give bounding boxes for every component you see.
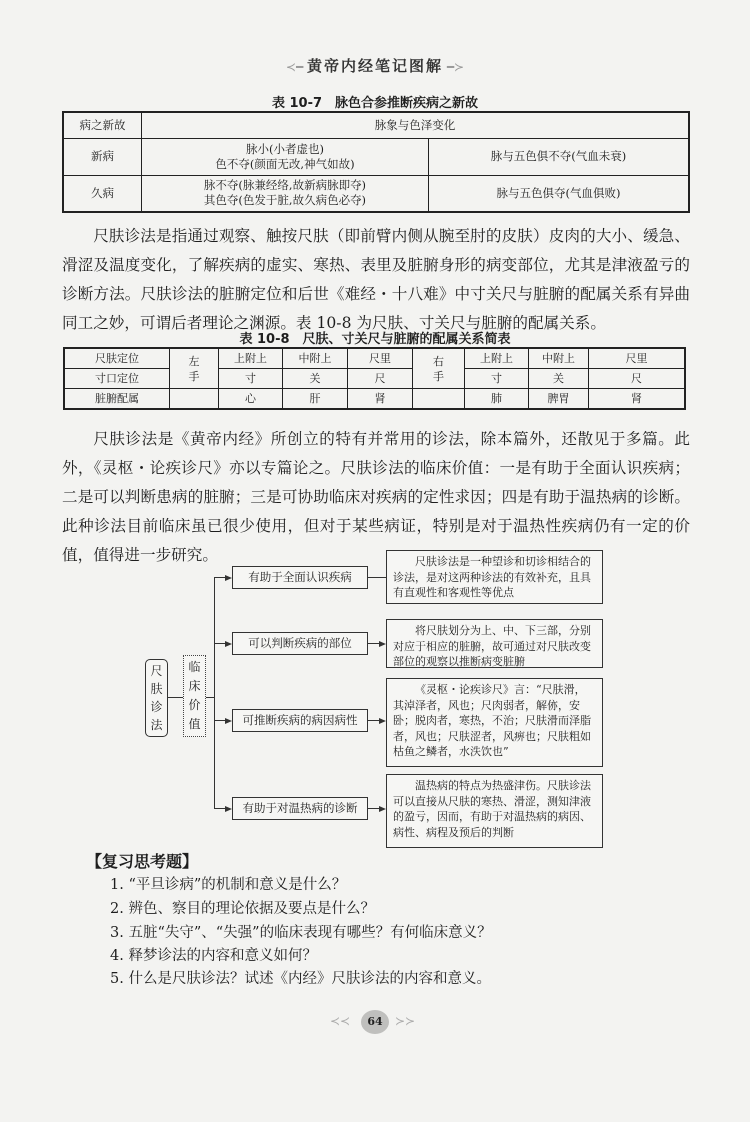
table-cell: 尺里 bbox=[589, 348, 686, 369]
branch-box: 有助于全面认识疾病 bbox=[232, 566, 368, 589]
cell-line: 色不夺(颜面无改,神气如故) bbox=[215, 156, 355, 171]
diagram-sub bbox=[183, 655, 206, 737]
table-cell: 尺 bbox=[589, 369, 686, 389]
table-10-8-title: 表 10-8 尺肤、寸关尺与脏腑的配属关系简表 bbox=[239, 332, 511, 347]
ornament-right-icon: ≻≻ bbox=[395, 1014, 416, 1028]
table-cell: 脾胃 bbox=[529, 389, 589, 410]
table-cell: 肾 bbox=[589, 389, 686, 410]
sub-char: 临 bbox=[188, 660, 201, 674]
table-cell: 尺 bbox=[348, 369, 413, 389]
cell-line: 手 bbox=[433, 369, 444, 383]
arrow-icon bbox=[225, 806, 232, 812]
table-cell: 脉与五色俱夺(气血俱败) bbox=[429, 175, 690, 212]
branch-line bbox=[368, 577, 386, 578]
table-header: 脉象与色泽变化 bbox=[142, 112, 690, 138]
table-cell: 脏腑配属 bbox=[64, 389, 170, 410]
table-cell: 肾 bbox=[348, 389, 413, 410]
table-cell: 肝 bbox=[283, 389, 348, 410]
arrow-icon bbox=[225, 575, 232, 581]
sub-char: 床 bbox=[188, 679, 201, 693]
arrow-icon bbox=[379, 718, 386, 724]
page-number: 64 bbox=[361, 1010, 389, 1034]
cell-line: 手 bbox=[188, 369, 200, 383]
review-question: 5. 什么是尺肤诊法？试述《内经》尺肤诊法的内容和意义。 bbox=[110, 971, 491, 987]
sub-char: 价 bbox=[188, 698, 201, 712]
paragraph: 尺肤诊法是《黄帝内经》所创立的特有并常用的诊法，除本篇外，还散见于多篇。此外，《灵枢・论疾诊尺》亦以专篇论之。尺肤诊法的临床价值：一是有助于全面认识疾病；二是可以判断患病的脏腑；三是可协助临床对疾病的定性求因；四是有助于温热病的诊断。此种诊法目前临床虽已很少使用，但对于某些病证，特别是对于温热性疾病仍有一定的价值，值得进一步研究。 bbox=[62, 430, 690, 564]
review-question: 2. 辨色、察目的理论依据及要点是什么？ bbox=[110, 901, 375, 917]
branch-box: 可推断疾病的病因病性 bbox=[232, 709, 368, 732]
table-cell: 新病 bbox=[63, 138, 142, 175]
root-char: 诊 bbox=[150, 700, 163, 714]
table-cell: 关 bbox=[529, 369, 589, 389]
root-char: 法 bbox=[150, 718, 163, 732]
root-char: 肤 bbox=[150, 682, 163, 696]
table-cell: 关 bbox=[283, 369, 348, 389]
detail-box: 温热病的特点为热盛津伤。尺肤诊法可以直接从尺肤的寒热、滑涩，测知津液的盈亏，因而，有助于对温热病的病因、病性、病程及预后的判断 bbox=[386, 774, 603, 848]
arrow-icon bbox=[379, 806, 386, 812]
table-cell: 寸 bbox=[465, 369, 529, 389]
arrow-icon bbox=[379, 641, 386, 647]
table-cell: 寸 bbox=[219, 369, 283, 389]
detail-box: 《灵枢・论疾诊尺》言：“尺肤滑，其淖泽者，风也；尺肉弱者，解㑊，安卧；脱肉者，寒热，不治；尺肤滑而泽脂者，风也；尺肤涩者，风痹也；尺肤粗如枯鱼之鳞者，水泆饮也” bbox=[386, 678, 603, 767]
trunk-line bbox=[214, 577, 215, 809]
sub-char: 值 bbox=[188, 717, 201, 731]
diagram-root bbox=[145, 659, 168, 737]
cell-line: 其色夺(色发于脏,故久病色必夺) bbox=[203, 193, 367, 208]
running-header-title: 黄帝内经笔记图解 bbox=[306, 57, 443, 75]
table-cell: 尺里 bbox=[348, 348, 413, 369]
review-heading: 【复习思考题】 bbox=[86, 852, 199, 871]
table-cell: 肺 bbox=[465, 389, 529, 410]
table-10-7-title: 表 10-7 脉色合参推断疾病之新故 bbox=[271, 96, 479, 111]
arrow-icon bbox=[225, 718, 232, 724]
table-cell: 上附上 bbox=[219, 348, 283, 369]
table-cell: 上附上 bbox=[465, 348, 529, 369]
cell-line: 右 bbox=[433, 354, 444, 368]
ornament-right-icon: ━≻ bbox=[443, 60, 465, 74]
detail-box: 将尺肤划分为上、中、下三部，分别对应于相应的脏腑，故可通过对尺肤改变部位的观察以推断病变脏腑 bbox=[386, 619, 603, 668]
table-cell: 脉与五色俱不夺(气血未衰) bbox=[429, 138, 690, 175]
table-header: 病之新故 bbox=[63, 112, 142, 138]
ornament-left-icon: ≺━ bbox=[285, 60, 307, 74]
paragraph: 尺肤诊法是指通过观察、触按尺肤（即前臂内侧从腕至肘的皮肤）皮肉的大小、缓急、滑涩及温度变化，了解疾病的虚实、寒热、表里及脏腑身形的病变部位，尤其是津液盈亏的诊断方法。尺肤诊法的脏腑定位和后世《难经・十八难》中寸关尺与脏腑的配属关系有异曲同工之妙，可谓后者理论之渊源。表 10-8 为尺肤、寸关尺与脏腑的配属关系。 bbox=[62, 227, 690, 332]
table-cell: 寸口定位 bbox=[64, 369, 170, 389]
table-cell: 心 bbox=[219, 389, 283, 410]
review-question: 4. 释梦诊法的内容和意义如何？ bbox=[110, 948, 317, 964]
branch-box: 有助于对温热病的诊断 bbox=[232, 797, 368, 820]
review-question: 1. “平旦诊病”的机制和意义是什么？ bbox=[110, 877, 347, 893]
detail-box: 尺肤诊法是一种望诊和切诊相结合的诊法，是对这两种诊法的有效补充，且具有直观性和客观性等优点 bbox=[386, 550, 603, 604]
branch-box: 可以判断疾病的部位 bbox=[232, 632, 368, 655]
arrow-icon bbox=[225, 641, 232, 647]
cell-line: 脉小(小者虚也) bbox=[246, 141, 324, 156]
cell-line: 左 bbox=[188, 354, 200, 368]
cell-line: 脉不夺(脉兼经络,故新病脉即夺) bbox=[203, 178, 367, 193]
review-question: 3. 五脏“失守”、“失强”的临床表现有哪些？有何临床意义？ bbox=[110, 925, 492, 941]
ornament-left-icon: ≺≺ bbox=[330, 1014, 351, 1028]
table-cell: 久病 bbox=[63, 175, 142, 212]
table-cell: 尺肤定位 bbox=[64, 348, 170, 369]
table-cell: 中附上 bbox=[529, 348, 589, 369]
table-cell: 中附上 bbox=[283, 348, 348, 369]
root-char: 尺 bbox=[150, 664, 163, 678]
